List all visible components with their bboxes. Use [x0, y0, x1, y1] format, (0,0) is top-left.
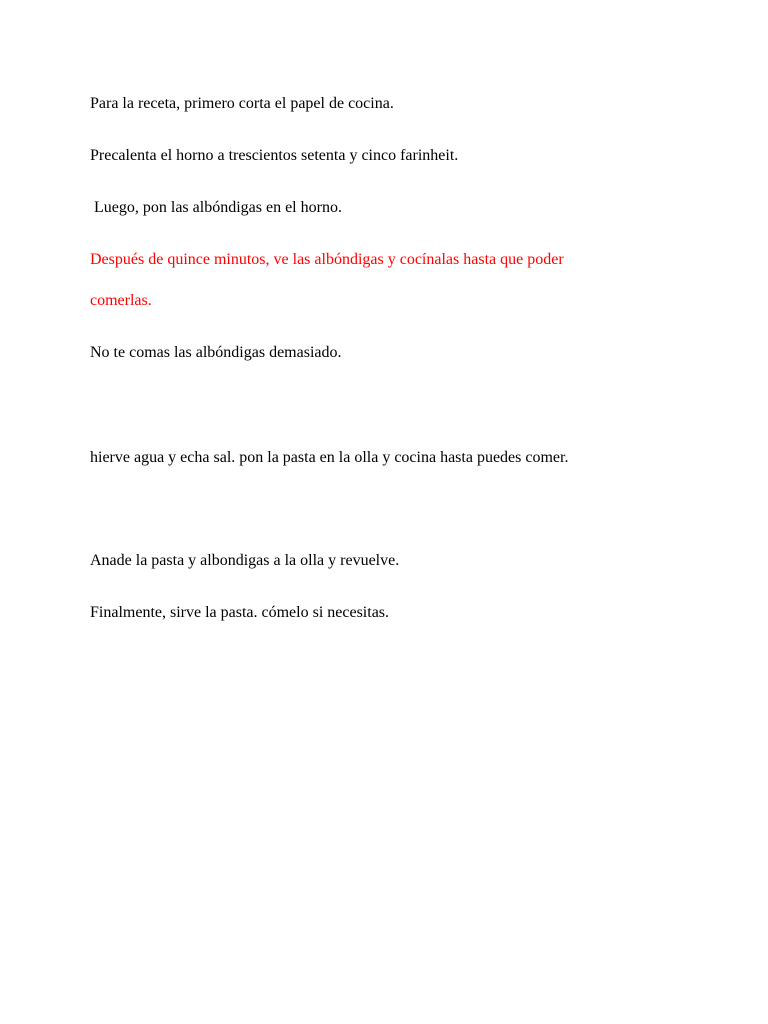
- paragraph-6: hierve agua y echa sal. pon la pasta en la olla y cocina hasta puedes comer.: [90, 449, 569, 466]
- paragraph-7: Anade la pasta y albondigas a la olla y revuelve.: [90, 552, 400, 569]
- paragraph-8: Finalmente, sirve la pasta. cómelo si necesitas.: [90, 604, 390, 621]
- paragraph-2: Precalenta el horno a trescientos setenta y cinco farinheit.: [90, 147, 459, 164]
- paragraph-4-line-2: comerlas.: [90, 292, 152, 309]
- paragraph-1: Para la receta, primero corta el papel de cocina.: [90, 95, 394, 112]
- paragraph-3: Luego, pon las albóndigas en el horno.: [90, 199, 342, 216]
- paragraph-4-line-1: Después de quince minutos, ve las albóndigas y cocínalas hasta que poder: [90, 251, 564, 268]
- paragraph-5: No te comas las albóndigas demasiado.: [90, 344, 342, 361]
